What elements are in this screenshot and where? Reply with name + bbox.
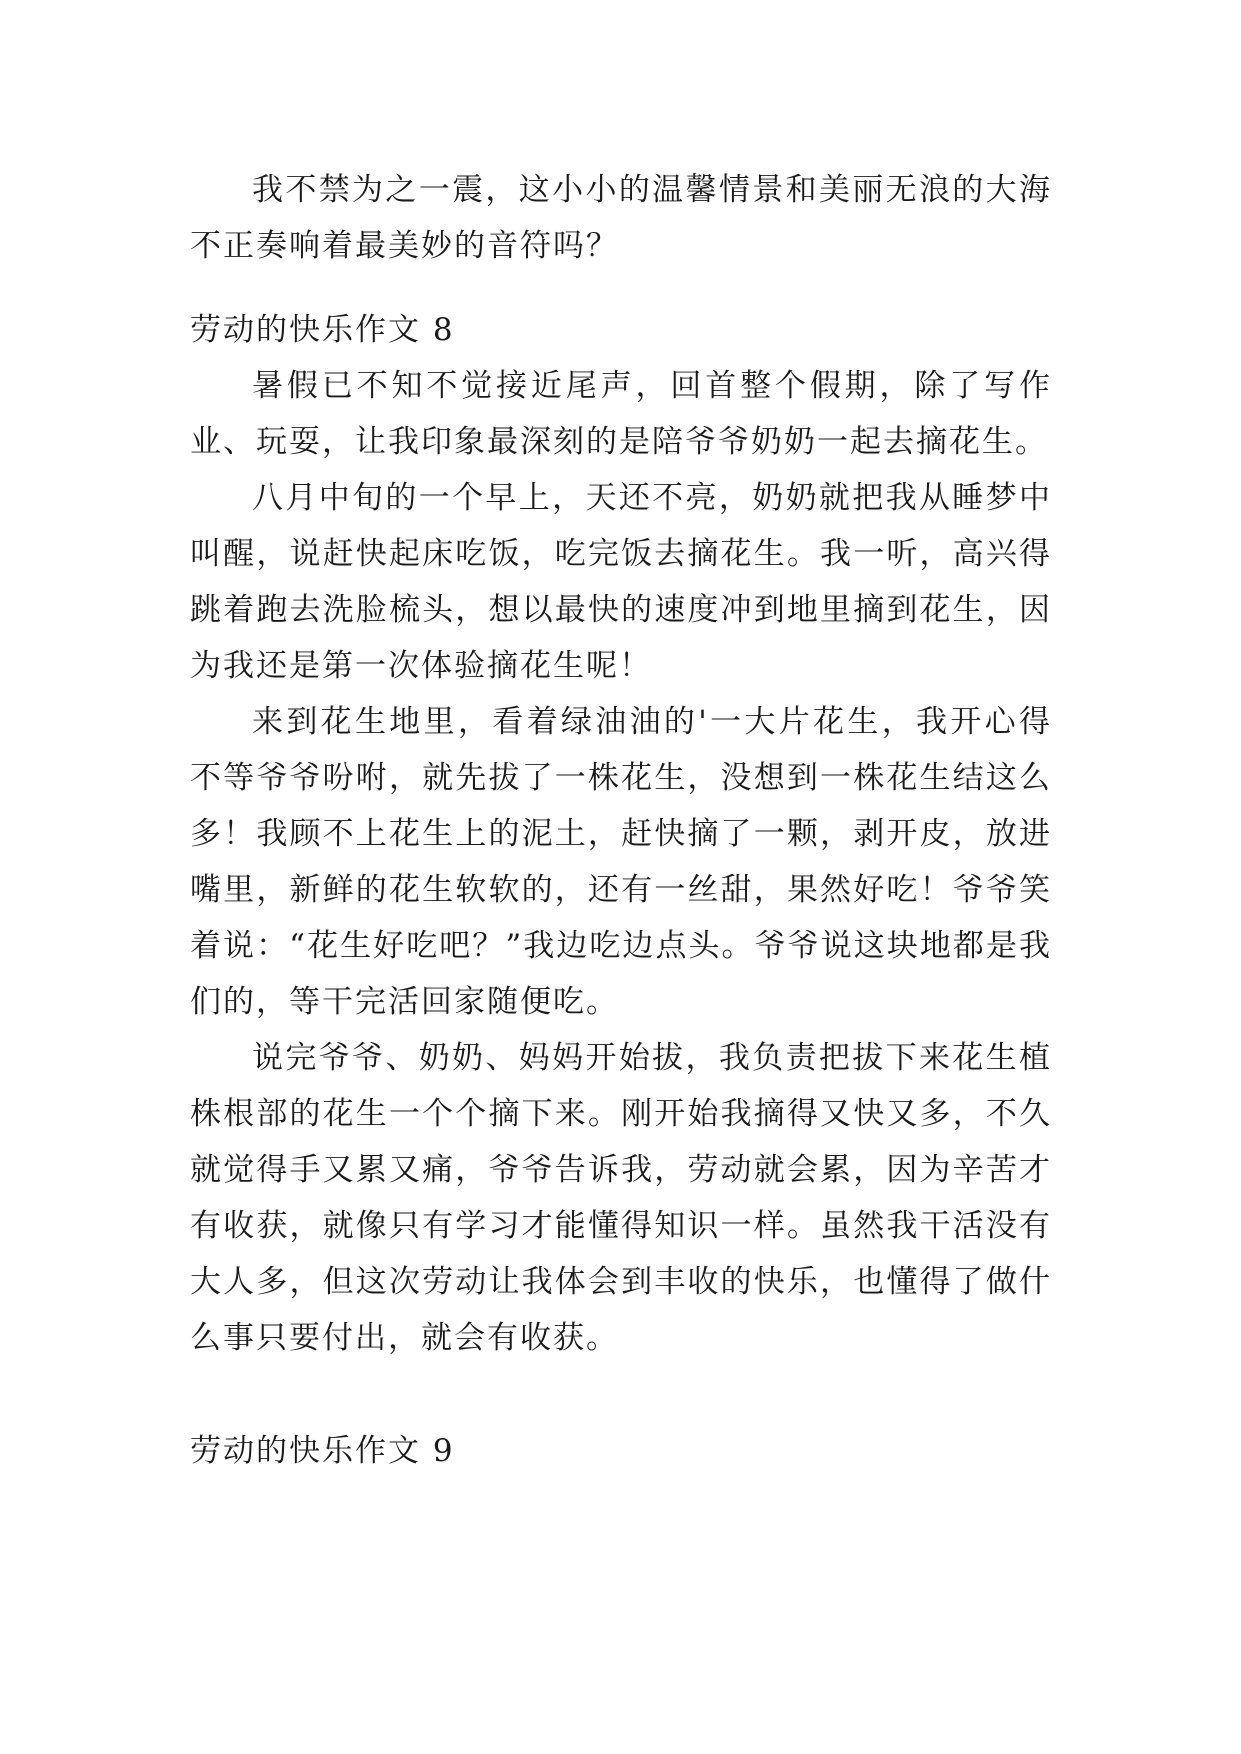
paragraph-8-2: 八月中旬的一个早上，天还不亮，奶奶就把我从睡梦中叫醒，说赶快起床吃饭，吃完饭去摘花生。我一听，高兴得跳着跑去洗脸梳头，想以最快的速度冲到地里摘到花生，因为我还是第一次体验摘花生呢！ <box>190 480 1052 684</box>
paragraph-8-4: 说完爷爷、奶奶、妈妈开始拔，我负责把拔下来花生植株根部的花生一个个摘下来。刚开始我摘得又快又多，不久就觉得手又累又痛，爷爷告诉我，劳动就会累，因为辛苦才有收获，就像只有学习才能懂得知识一样。虽然我干活没有大人多，但这次劳动让我体会到丰收的快乐，也懂得了做什么事只要付出，就会有收获。 <box>190 1040 1052 1356</box>
paragraph-intro: 我不禁为之一震，这小小的温馨情景和美丽无浪的大海不正奏响着最美妙的音符吗？ <box>190 172 1052 264</box>
paragraph-8-3: 来到花生地里，看着绿油油的'一大片花生，我开心得不等爷爷吩咐，就先拔了一株花生，没想到一株花生结这么多！我顾不上花生上的泥土，赶快摘了一颗，剥开皮，放进嘴里，新鲜的花生软软的，还有一丝甜，果然好吃！爷爷笑着说：“花生好吃吧？”我边吃边点头。爷爷说这块地都是我们的，等干完活回家随便吃。 <box>190 704 1052 1020</box>
paragraph-8-1: 暑假已不知不觉接近尾声，回首整个假期，除了写作业、玩耍，让我印象最深刻的是陪爷爷奶奶一起去摘花生。 <box>190 368 1052 460</box>
section-title-8: 劳动的快乐作文 8 <box>190 312 455 348</box>
section-title-9: 劳动的快乐作文 9 <box>190 1433 455 1469</box>
